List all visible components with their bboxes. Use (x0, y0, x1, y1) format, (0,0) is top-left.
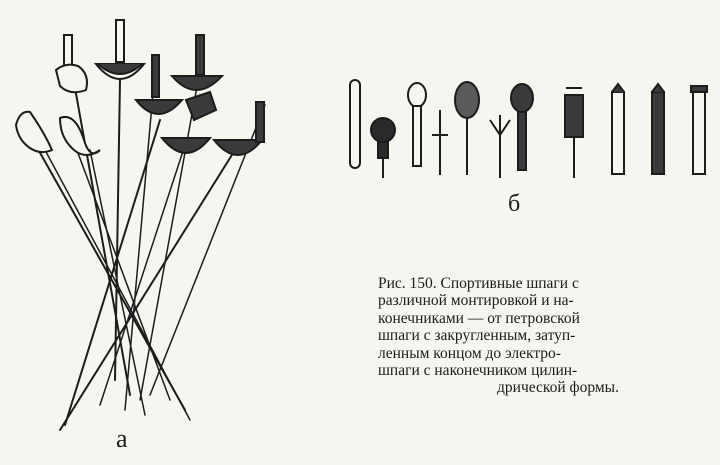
tip-pin (432, 110, 448, 175)
caption-line: ленным концом до электро- (378, 344, 561, 362)
tip-cylinder (691, 86, 707, 174)
caption-line: шпаги с наконечником цилин- (378, 362, 578, 380)
tip-rounded (350, 80, 360, 168)
caption-line: шпаги с закругленным, затуп- (378, 327, 576, 345)
figure-label-b: б (508, 191, 521, 217)
tip-cylinder (612, 84, 624, 174)
tip-knob (408, 83, 426, 166)
caption-line: конечниками — от петровской (378, 309, 580, 327)
caption-line: дрической формы. (497, 379, 619, 397)
tip-ball (371, 118, 395, 178)
tip-lantern (565, 88, 583, 178)
tip-bulb (511, 84, 533, 170)
caption-line: Рис. 150. Спортивные шпаги с (378, 275, 579, 292)
tip-fork (490, 115, 510, 178)
figure-label-a: а (116, 424, 128, 453)
tip-cylinder (652, 84, 664, 174)
figure-caption (378, 275, 678, 397)
tip-oval (455, 82, 479, 175)
caption-line: различной монтировкой и на- (378, 292, 574, 310)
